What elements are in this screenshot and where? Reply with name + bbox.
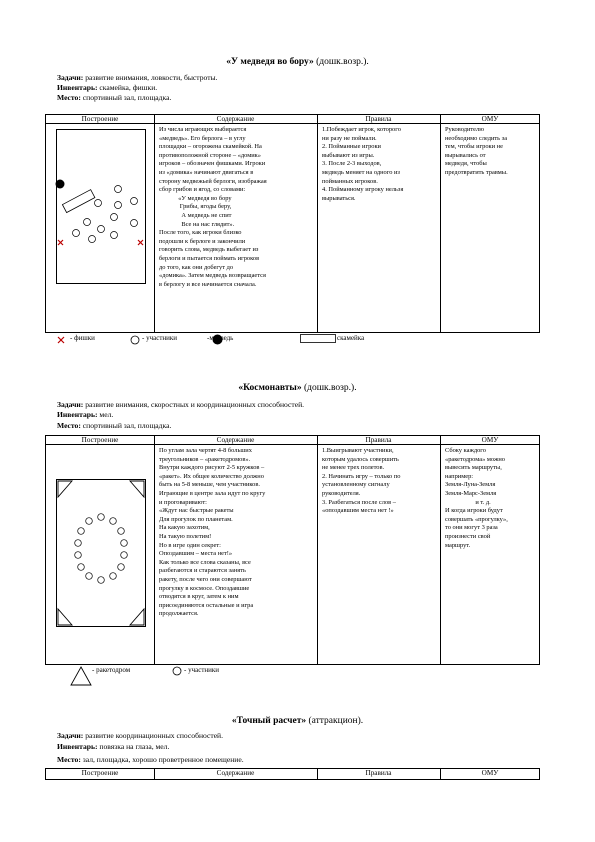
section2-place: Место: спортивный зал, площадка. xyxy=(57,421,172,430)
section1-task: Задачи: развитие внимания, ловкости, быстроты. xyxy=(57,73,218,82)
header-rules: Правила xyxy=(365,769,392,777)
section1-inventory: Инвентарь: скамейка, фишки. xyxy=(57,83,158,92)
section2-task: Задачи: развитие внимания, скоростных и координационных способностей. xyxy=(57,400,305,409)
section3-table xyxy=(45,768,540,780)
section1-title: «У медведя во бору» (дошк.возр.). xyxy=(226,57,369,67)
legend-bench: скамейка xyxy=(337,334,365,342)
player-legend-icon xyxy=(130,335,140,345)
section1-place: Место: спортивный зал, площадка. xyxy=(57,93,172,102)
rocketdrome-legend-icon xyxy=(70,666,92,686)
section2-inventory: Инвентарь: мел. xyxy=(57,410,114,419)
section3-place: Место: зал, площадка, хорошо проветренное помещение. xyxy=(57,755,244,764)
legend-chip: - фишки xyxy=(70,334,95,342)
section2-table xyxy=(45,435,540,665)
header-omu: ОМУ xyxy=(440,436,540,445)
section3-title: «Точный расчет» (аттракцион). xyxy=(231,716,364,726)
header-omu: ОМУ xyxy=(481,769,499,777)
header-construction: Построение xyxy=(46,115,154,124)
header-omu: ОМУ xyxy=(440,115,540,124)
bench-shape xyxy=(62,190,94,213)
header-construction: Построение xyxy=(81,769,119,777)
section1-content: Из числа играющих выбирается «медведь». Его берлога – в углу площадки – огорожена скамейкой. На противоположной стороне – «домик» игроков – обозначен фишками. Игроки из «домика» начинают двигаться в сторону медвежьей берлоги, изображая сбор грибов и ягод, со словами: «У медведя во бору Грибы, ягоды беру, А медведь не спит Все на нас глядит». После того, как игроки близко подошли к берлоге и закончили говорить слова, медведь выбегает из берлоги и пытается поймать игроков до того, как они добегут до «домика». Затем медведь возвращается в берлогу и все начинается сначала. xyxy=(159,126,267,288)
section2-title: «Космонавты» (дошк.возр.). xyxy=(238,383,357,393)
section2-content: По углам зала чертят 4-8 больших треугольников – «ракетодромов». Внутри каждого рисуют 2-5 кружков – «ракет». Их общее количество должно быть на 5-8 меньше, чем участников. Играющие в центре зала идут по кругу и проговаривают: «Ждут нас быстрые ракеты Для прогулок по планетам. На какую захотим, На такую полетим! Но в игре один секрет: Опоздавшим – места нет!» Как только все слова сказаны, все разбегаются и стараются занять ракету, после чего они совершают прогулку в космосе. Опоздавшие отводятся в круг, затем к ним присоединяются остальные и игра продолжается. xyxy=(159,447,266,618)
header-content: Содержание xyxy=(216,769,255,777)
players-circle-group xyxy=(75,514,128,584)
legend-participants: - участники xyxy=(184,666,220,674)
cosmonauts-diagram xyxy=(56,479,146,627)
section1-omu: Руководителю необходимо следить за тем, чтобы игроки не вырывались от медведя, чтобы предотвратить травмы. xyxy=(445,126,508,176)
section2-omu: Сбоку каждого «ракетодрома» можно вывесить маршруты, например: Земля-Луна-Земля Земля-Марс-Земля и т. д. И когда игроки будут совершать «прогулку», то они могут 3 раза произнести свой маршрут. xyxy=(445,447,508,549)
chips-group xyxy=(58,240,143,245)
rocketdromes-group xyxy=(58,481,144,625)
bench-legend-icon xyxy=(300,334,336,344)
header-content: Содержание xyxy=(154,436,317,445)
legend-rocketdrome: - ракетодром xyxy=(92,666,131,674)
section1-rules: 1.Побеждает игрок, которого ни разу не поймали. 2. Пойманные игроки выбывают из игры. 3. После 2-3 выходов, медведь меняет на одного из пойманных игроков. 4. Пойманному игроку нельзя вырываться. xyxy=(322,126,404,202)
section1-table xyxy=(45,114,540,333)
section3-inventory: Инвентарь: повязка на глаза, мел. xyxy=(57,742,170,751)
chip-legend-icon xyxy=(57,336,65,344)
header-content: Содержание xyxy=(154,115,317,124)
section2-rules: 1.Выигрывают участники, которым удалось совершить не менее трех полетов. 2. Начинать игру – только по установленному сигналу руководителя. 3. Разбегаться после слов – «опоздавшим места нет !» xyxy=(322,447,401,515)
section3-task: Задачи: развитие координационных способностей. xyxy=(57,731,224,740)
legend-player: - участники xyxy=(142,334,178,342)
legend-bear: -медведь xyxy=(207,334,234,342)
bear-game-diagram xyxy=(56,129,146,284)
bear-marker xyxy=(56,180,65,189)
header-rules: Правила xyxy=(317,436,440,445)
player-legend-icon xyxy=(172,666,182,676)
header-rules: Правила xyxy=(317,115,440,124)
header-construction: Построение xyxy=(46,436,154,445)
